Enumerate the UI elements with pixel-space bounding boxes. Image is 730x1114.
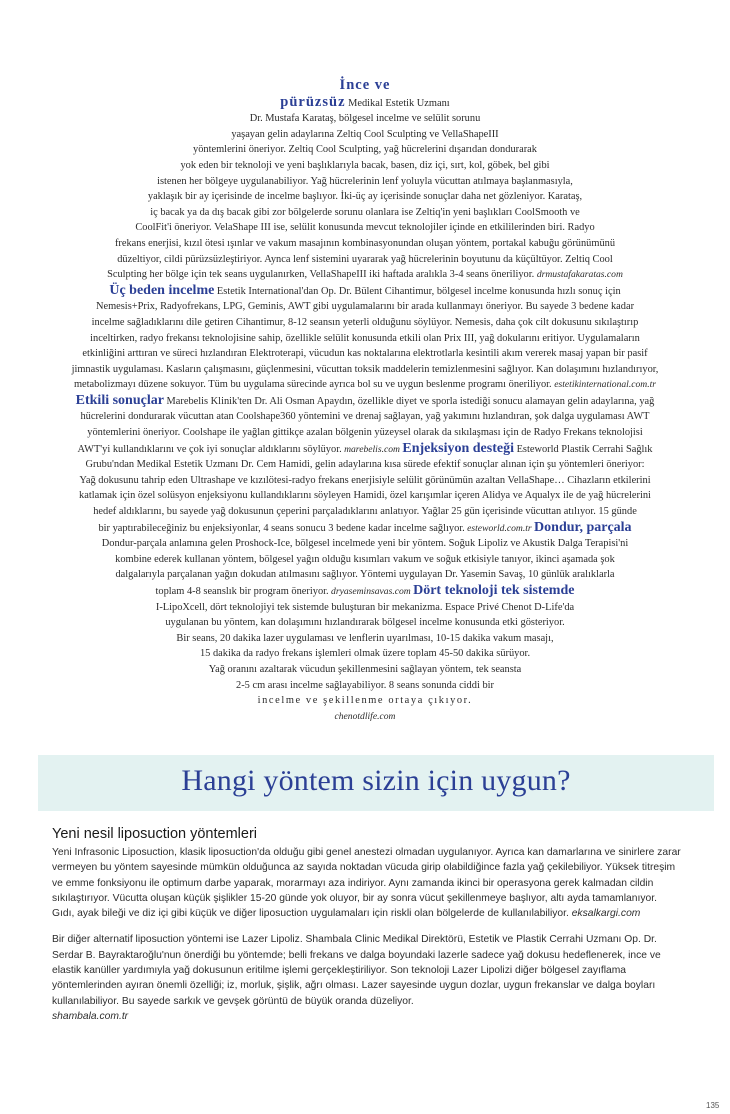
text-line: incelme ve şekillenme ortaya çıkıyor. [257, 695, 473, 707]
source-link: chenotdlife.com [334, 710, 396, 722]
text-line: Yağ dokusunu tahrip eden Ultrashape ve kızılötesi-radyo frekans enerjisiyle selülit görünümün azaltan VellaShape… Cihazların etkilerini [79, 474, 651, 486]
heading-dondur-parcala: Dondur, parçala [534, 519, 632, 535]
text-line: AWT'yi kullandıklarını ve çok iyi sonuçlar aldıklarını söylüyor. [77, 443, 342, 455]
text-line: etkinliğini arttıran ve süreci hızlandıran Elektroterapi, vücudun kas noktalarına elektrotlarla kesintili akım vererek masaj yapan bir pasif [82, 348, 648, 360]
text-line: iç bacak ya da dış bacak gibi zor bölgelerde sorunu olanlara ise Zeltiq'in yeni başlıkları CoolSmooth ve [150, 206, 580, 218]
text-line: yok eden bir teknoloji ve yeni başlıklarıyla bacak, basen, diz içi, sırt, kol, göbek, bel gibi [180, 159, 550, 171]
text-line: 2-5 cm arası incelme sağlayabiliyor. 8 seans sonunda ciddi bir [236, 679, 494, 691]
source-link: marebelis.com [341, 443, 403, 455]
text-line: Sculpting her bölge için tek seans uygulanırken, VellaShapeIII iki haftada aralıkla 3-4 seans öneriliyor. [107, 269, 535, 281]
text-line: dalgalarıyla parçalanan yağın dokudan atılmasını sağlıyor. Yöntemi uygulayan Dr. Yasemin Savaş, 10 günlük aralıklarla [115, 569, 615, 581]
heading-dort-teknoloji: Dört teknoloji tek sistemde [413, 583, 575, 598]
text-line: yöntemlerini öneriyor. Zeltiq Cool Sculpting, yağ hücrelerini dışarıdan dondurarak [193, 144, 537, 156]
text-line: Estetik International'dan Op. Dr. Bülent Cihantimur, bölgesel incelme konusunda hızlı sonuç için [214, 285, 621, 297]
text-line: katlamak için özel solüsyon enjeksiyonu kullandıklarını söyleyen Hamidi, özel karışımlar içeren Alidya ve Aqualyx ile de yağ hücrelerini [79, 490, 651, 502]
text-line: 15 dakika da radyo frekans işlemleri olmak üzere toplam 45-50 dakika sürüyor. [199, 648, 531, 660]
text-line: incelme sağladıklarını dile getiren Cihantimur, 8-12 seansın yeterli olduğunu söylüyor. Nemesis, daha çok cilt dokusunu sıkılaştırıp [91, 316, 639, 328]
text-line: metabolizmayı düzene sokuyor. Tüm bu uygulama sürecinde ayrıca bol su ve uygun beslenme programı öneriliyor. [73, 379, 552, 391]
text-line: Grubu'ndan Medikal Estetik Uzmanı Dr. Cem Hamidi, gelin adaylarına kısa sürede efektif sonuçlar alınan için şu yöntemleri öneriyor: [85, 459, 645, 471]
paragraph-text: Yeni Infrasonic Liposuction, klasik liposuction'da olduğu gibi genel anestezi olmadan uygulanıyor. Ayrıca kan damarlarına ve sinirlere zarar vermeyen bu yöntem sayesinde mümkün olduğunca az sayıda noktadan vücuda girip olabildiğince fazla yağ çekilebiliyor. Yüksek titreşim ve emme fonksiyonu ile optimum darbe yaparak, morarmayı aza indiriyor. Aynı zamanda ikinci bir operasyona gerek kalmadan cildin sıkılaştırıyor. Vücutta oluşan küçük şişlikler 15-20 günde yok oluyor, bir ay sonra vücut şekillenmeye başlıyor, altı ayda tamamlanıyor. Gıdı, ayak bileği ve diz içi gibi küçük ve diğer liposuction uygulamaları için riskli olan bölgelerde de kullanılabiliyor. [52, 847, 681, 920]
text-line: yaklaşık bir ay içerisinde de incelme başlıyor. İki-üç ay içerisinde sonuçlar daha net gözleniyor. Karataş, [147, 191, 583, 203]
text-line: Bir seans, 20 dakika lazer uygulaması ve lenflerin uyarılması, 10-15 dakika vakum masajı, [176, 632, 554, 644]
section-heading: Yeni nesil liposuction yöntemleri [52, 826, 257, 842]
text-line: inceltirken, radyo frekansı teknolojisine sahip, özellikle selülit konusunda etkili olan Prix III, yağ dokularını eritiyor. Uygulamaların [90, 332, 640, 344]
text-line: Marebelis Klinik'ten Dr. Ali Osman Apaydın, özellikle diyet ve sporla istediği sonucu alamayan gelin adaylarına, yağ [163, 395, 655, 407]
text-line: jimnastik uygulaması. Kasların çalışmasını, güçlenmesini, vücuttan toksik maddelerin temizlenmesini sağlıyor. Kan dolaşımını hızlandırıyor, [71, 363, 659, 375]
source-link: eksalkargi.com [571, 908, 641, 920]
paragraph-text: Bir diğer alternatif liposuction yöntemi ise Lazer Lipoliz. Shambala Clinic Medikal Direktörü, Estetik ve Plastik Cerrahi Uzmanı Op. Dr. Serdar B. Bayraktaroğlu'nun önerdiği bu yöntemde; belli frekans ve dalga boyundaki lazerle sadece yağ dokusu hedeflenerek, ince ve elastik kanüller yardımıyla yağ dokusunun eritilme işlemi gerçekleştiriliyor. Son teknoloji Lazer Lipolizi diğer bölgesel zayıflama yöntemlerinden ayıran önemli özelliği; iz, morluk, şişlik, ağrı olması. Lazer sayesinde uygun dozlar, uygun frekanslar ve dalga boyları kullanılabiliyor. Bu sayede sarkık ve gevşek görüntü de büyük oranda düzeliyor. [52, 934, 661, 1007]
text-line: hücrelerini dondurarak vücuttan atan Coolshape360 yöntemini ve drenaj sağlayan, yağ yakımını hızlandıran, şok dalga uygulaması AWT [80, 411, 650, 423]
text-line: düzeltiyor, cildi pürüzsüzleştiriyor. Aynca lenf sistemini uyararak yağ hücrelerinin boyutunu da küçültüyor. Zeltiq Cool [117, 253, 613, 265]
source-link: esteworld.com.tr [464, 522, 535, 534]
source-link: dryaseminsavas.com [328, 586, 414, 597]
section-banner [38, 755, 714, 811]
text-line: kombine ederek kullanan yöntem, bölgesel yağın olduğu kısımları vakum ve soğuk etkisiyle tanıyor, ikinci aşamada şok [115, 553, 615, 565]
heading-puruzsuz: pürüzsüz [280, 93, 346, 110]
text-line: uygulanan bu yöntem, kan dolaşımını hızlandırarak bölgesel incelme konusunda etki gösteriyor. [165, 617, 565, 629]
source-link: shambala.com.tr [52, 1010, 129, 1022]
paragraph [52, 845, 682, 921]
text-line: Nemesis+Prix, Radyofrekans, LPG, Geminis, AWT gibi uygulamalarını bir arada kullanmayı öneriyor. Bu sayede 3 bedene kadar [95, 301, 635, 313]
banner-title: Hangi yöntem sizin için uygun? [181, 764, 571, 797]
text-line: yaşayan gelin adaylarına Zeltiq Cool Sculpting ve VellaShapeIII [231, 128, 499, 140]
text-line: istenen her bölgeye uygulanabiliyor. Yağ hücrelerinin lenf yoluyla vücuttan atılmaya başlanmasıyla, [157, 175, 573, 187]
text-line: bir yaptırabileceğiniz bu enjeksiyonlar, 4 seans sonucu 3 bedene kadar incelme sağlıyor. [98, 522, 465, 534]
source-link: estetikinternational.com.tr [554, 379, 657, 391]
article-body [28, 78, 702, 724]
page-number: 135 [706, 1101, 720, 1110]
text-line: frekans enerjisi, kızıl ötesi ışınlar ve vakum masajının kombinasyonundan oluşan yöntem, portakal kabuğu görünümünü [114, 237, 616, 249]
text-line: hedef aldıklarını, bu sayede yağ dokusunun çeperini parçaladıklarını anlatıyor. Yağlar 25 gün içerisinde vücuttan atılıyor. 15 günde [93, 506, 637, 518]
text-line: Yağ oranını azaltarak vücudun şekillenmesini sağlayan yöntem, tek seansta [208, 663, 522, 675]
heading-etkili-sonuclar: Etkili sonuçlar [75, 392, 164, 408]
source-link: drmustafakaratas.com [536, 269, 623, 281]
text-line: yöntemlerini öneriyor. Coolshape ile yağlan gittikçe azalan bölgenin yüzeysel olarak da sıkılaşması için de Radyo Frekans teknolojisi [87, 427, 643, 439]
heading-ince-ve: İnce ve [339, 77, 391, 93]
heading-enjeksiyon: Enjeksiyon desteği [402, 440, 514, 456]
heading-uc-beden: Üç beden incelme [109, 282, 215, 298]
text-line: toplam 4-8 seanslık bir program öneriyor. [155, 586, 329, 597]
text-line: Esteworld Plastik Cerrahi Sağlık [513, 443, 653, 455]
text-line: Dondur-parçala anlamına gelen Proshock-Ice, bölgesel incelmede yeni bir yöntem. Soğuk Lipoliz ve Akustik Dalga Terapisi'ni [101, 538, 629, 550]
text-line: CoolFit'i öneriyor. VelaShape III ise, selülit konusunda mevcut teknolojiler içinde en etkililerinden biri. Radyo [135, 222, 595, 234]
liposuction-section [52, 826, 682, 1024]
text-line: I-LipoXcell, dört teknolojiyi tek sistemde buluşturan bir mekanizma. Espace Privé Chenot D-Life'da [155, 601, 575, 613]
text-line: Dr. Mustafa Karataş, bölgesel incelme ve selülit sorunu [249, 113, 481, 125]
text-line: Medikal Estetik Uzmanı [345, 97, 450, 109]
paragraph [52, 932, 682, 1024]
